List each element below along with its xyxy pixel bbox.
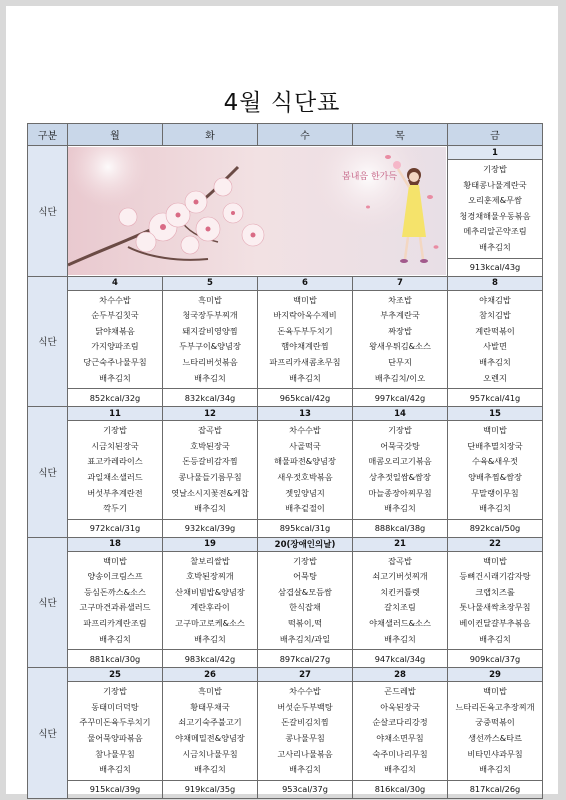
day-menu (163, 551, 258, 650)
day-kcal: 909kcal/37g (448, 650, 543, 668)
menu-item: 오렌지 (483, 372, 507, 383)
menu-item: 고사리나물볶음 (277, 748, 333, 759)
menu-item: 해물파전&양념장 (274, 456, 336, 467)
menu-item: 배추김치 (194, 372, 226, 383)
menu-item: 야채메밀전&양념장 (175, 733, 245, 744)
menu-item: 백미밥 (483, 425, 507, 436)
day-number: 7 (353, 276, 448, 290)
day-kcal: 913kcal/43g (448, 258, 543, 276)
menu-item: 잡곡밥 (198, 425, 222, 436)
menu-item: 배추김치 (479, 633, 511, 644)
menu-item: 쇠고기버섯찌개 (372, 571, 428, 582)
menu-item: 파프리카계란조림 (83, 618, 147, 629)
menu-item: 부추계란국 (380, 310, 420, 321)
menu-item: 돈육두부두치기 (277, 325, 333, 336)
menu-item: 양송이크림스프 (87, 571, 143, 582)
menu-item: 백미밥 (483, 555, 507, 566)
day-number: 11 (68, 407, 163, 421)
row-label: 식단 (28, 668, 68, 799)
day-menu (163, 421, 258, 520)
menu-item: 기장밥 (388, 425, 412, 436)
menu-item: 쇠고기숙주불고기 (178, 717, 242, 728)
meal-table (27, 123, 543, 799)
menu-item: 등뼈건시래기감자탕 (459, 571, 531, 582)
menu-item: 시금치된장국 (91, 440, 139, 451)
day-number: 21 (353, 537, 448, 551)
menu-item: 한식잡채 (289, 602, 321, 613)
menu-item: 흑미밥 (198, 686, 222, 697)
menu-item: 돼지갈비영양찜 (182, 325, 238, 336)
day-kcal: 919kcal/35g (163, 780, 258, 798)
menu-item: 콩나물들기름무침 (178, 471, 242, 482)
menu-item: 산채비빔밥&양념장 (175, 586, 245, 597)
menu-item: 잡곡밥 (388, 555, 412, 566)
menu-item: 단배추멸치장국 (467, 440, 523, 451)
day-number: 12 (163, 407, 258, 421)
day-kcal: 953cal/37g (258, 780, 353, 798)
day-number: 25 (68, 668, 163, 682)
menu-item: 바지락아욱수제비 (273, 310, 337, 321)
day-menu (448, 551, 543, 650)
day-kcal: 972kcal/31g (68, 519, 163, 537)
menu-item: 배추김치 (194, 503, 226, 514)
day-kcal: 895kcal/31g (258, 519, 353, 537)
day-menu (448, 682, 543, 781)
day-menu (68, 682, 163, 781)
day-number: 1 (448, 146, 543, 160)
menu-item: 깍두기 (103, 503, 127, 514)
menu-item: 배추김치 (194, 633, 226, 644)
day-menu (353, 551, 448, 650)
menu-page (6, 6, 558, 794)
menu-item: 황태무채국 (190, 701, 230, 712)
day-menu (258, 421, 353, 520)
menu-item: 파프리카새콤초무침 (269, 356, 341, 367)
menu-item: 고구마고로케&소스 (175, 618, 245, 629)
menu-item: 배추김치/과일 (279, 633, 331, 644)
menu-item: 기장밥 (103, 686, 127, 697)
menu-item: 청국장두부찌개 (182, 310, 238, 321)
header-row (28, 124, 543, 146)
menu-item: 숙주미나리무침 (372, 748, 428, 759)
menu-item: 어묵탕 (293, 571, 317, 582)
menu-item: 기장밥 (103, 425, 127, 436)
day-kcal: 915kcal/39g (68, 780, 163, 798)
menu-item: 치킨커틀렛 (380, 586, 420, 597)
menu-item: 배추김치 (99, 372, 131, 383)
menu-item: 매콤오리고기볶음 (368, 456, 432, 467)
day-kcal: 817kcal/26g (448, 780, 543, 798)
menu-item: 차수수밥 (289, 686, 321, 697)
menu-item: 삼겹살&모듬쌈 (278, 586, 332, 597)
row-label: 식단 (28, 537, 68, 668)
day-menu (258, 682, 353, 781)
menu-item: 콩나물무침 (285, 733, 325, 744)
header-fri: 금 (448, 124, 543, 146)
day-kcal: 983kcal/42g (163, 650, 258, 668)
menu-item: 배추김치 (479, 764, 511, 775)
menu-item: 돈등갈비감자찜 (182, 456, 238, 467)
page-title: 4월 식단표 (223, 90, 341, 116)
menu-item: 계란후라이 (190, 602, 230, 613)
day-kcal: 947kcal/34g (353, 650, 448, 668)
day-number: 27 (258, 668, 353, 682)
day-number: 15 (448, 407, 543, 421)
day-kcal: 888kcal/38g (353, 519, 448, 537)
day-kcal: 832kcal/34g (163, 389, 258, 407)
menu-item: 야채소면무침 (376, 733, 424, 744)
menu-item: 배추김치 (289, 764, 321, 775)
day-kcal: 892kcal/50g (448, 519, 543, 537)
menu-item: 수육&새우젓 (472, 456, 518, 467)
day-menu (258, 551, 353, 650)
day-number: 5 (163, 276, 258, 290)
menu-item: 당근숙주나물무침 (83, 356, 147, 367)
menu-item: 등심돈까스&소스 (84, 586, 146, 597)
menu-item: 시금치나물무침 (182, 748, 238, 759)
header-wed: 수 (258, 124, 353, 146)
menu-item: 배추김치/이오 (374, 372, 426, 383)
day-kcal: 997kcal/42g (353, 389, 448, 407)
menu-item: 호박된장찌개 (186, 571, 234, 582)
day-number: 13 (258, 407, 353, 421)
menu-item: 버섯부추계란전 (87, 487, 143, 498)
day-number: 8 (448, 276, 543, 290)
menu-item: 마늘종장아찌무침 (368, 487, 432, 498)
menu-item: 배추김치 (384, 764, 416, 775)
menu-item: 차조밥 (388, 294, 412, 305)
menu-item: 느타리돈육고추장찌개 (455, 701, 535, 712)
banner-caption: 봄내음 한가득 (342, 171, 398, 182)
header-mon: 월 (68, 124, 163, 146)
menu-item: 기장밥 (293, 555, 317, 566)
day-number: 22 (448, 537, 543, 551)
menu-item: 고구마견과류샐러드 (79, 602, 151, 613)
day-menu (68, 421, 163, 520)
menu-item: 두부구이&양념장 (179, 341, 241, 352)
menu-item: 차수수밥 (99, 294, 131, 305)
menu-item: 배추김치 (194, 764, 226, 775)
day-number: 29 (448, 668, 543, 682)
menu-item: 백미밥 (483, 686, 507, 697)
menu-item: 새우젓호박볶음 (277, 471, 333, 482)
day-number: 20(장애인의날) (258, 537, 353, 551)
menu-item: 햄야채계란찜 (281, 341, 329, 352)
menu-item: 차수수밥 (289, 425, 321, 436)
day-number: 26 (163, 668, 258, 682)
day-kcal: 852kcal/32g (68, 389, 163, 407)
cherry-blossom-illustration (68, 147, 447, 275)
menu-item: 아욱된장국 (380, 701, 420, 712)
day-kcal: 965kcal/42g (258, 389, 353, 407)
menu-item: 물어묵양파볶음 (87, 733, 143, 744)
menu-item: 참치김밥 (479, 310, 511, 321)
menu-item: 과일채소샐러드 (87, 471, 143, 482)
day-kcal: 932kcal/39g (163, 519, 258, 537)
day-menu (353, 290, 448, 389)
menu-item: 찰보리쌀밥 (190, 555, 230, 566)
day-kcal: 957kcal/41g (448, 389, 543, 407)
day-number: 14 (353, 407, 448, 421)
day-menu (68, 551, 163, 650)
menu-item: 배추김치 (479, 503, 511, 514)
menu-item: 떡볶이,떡 (287, 618, 323, 629)
row-label: 식단 (28, 407, 68, 538)
day-menu: 기장밥 황태콩나물계란국 오리훈제&무쌈 청경채해물우동볶음 메추리알곤약조림 배추김치 (448, 160, 543, 259)
menu-item: 배추겉절이 (285, 503, 325, 514)
menu-item: 백미밥 (293, 294, 317, 305)
menu-item: 참나물무침 (95, 748, 135, 759)
day-kcal: 897kcal/27g (258, 650, 353, 668)
menu-item: 돈갈비김치찜 (281, 717, 329, 728)
menu-item: 엿날소시지꽃전&케찹 (171, 487, 249, 498)
menu-item: 계란떡볶이 (475, 325, 515, 336)
menu-item: 느타리버섯볶음 (182, 356, 238, 367)
menu-item: 주꾸미돈육두루치기 (79, 717, 151, 728)
menu-item: 배추김치 (99, 633, 131, 644)
day-menu (448, 421, 543, 520)
day-menu (163, 682, 258, 781)
day-number: 4 (68, 276, 163, 290)
day-menu (163, 290, 258, 389)
menu-item: 흑미밥 (198, 294, 222, 305)
menu-item: 젯잎양념지 (285, 487, 325, 498)
menu-item: 표고카레라이스 (87, 456, 143, 467)
day-menu (353, 682, 448, 781)
menu-item: 생선까스&타르 (468, 733, 522, 744)
day-menu (68, 290, 163, 389)
menu-item: 양배추찜&쌈장 (468, 471, 522, 482)
header-thu: 목 (353, 124, 448, 146)
day-menu (258, 290, 353, 389)
day-kcal: 816kcal/30g (353, 780, 448, 798)
menu-item: 배추김치 (479, 356, 511, 367)
menu-item: 어묵국갓탕 (380, 440, 420, 451)
menu-item: 백미밥 (103, 555, 127, 566)
menu-item: 단무지 (388, 356, 412, 367)
menu-item: 순두부김칫국 (91, 310, 139, 321)
menu-item: 왕새우튀김&소스 (369, 341, 431, 352)
menu-item: 야채샐러드&소스 (369, 618, 431, 629)
menu-item: 크랩치즈롤 (475, 586, 515, 597)
spring-banner (68, 146, 448, 277)
menu-item: 곤드레밥 (384, 686, 416, 697)
day-number: 18 (68, 537, 163, 551)
menu-item: 톳나물새싹초장무침 (459, 602, 531, 613)
menu-item: 사발면 (483, 341, 507, 352)
menu-item: 버섯순두부백탕 (277, 701, 333, 712)
header-tue: 화 (163, 124, 258, 146)
menu-item: 닭야채볶음 (95, 325, 135, 336)
day-number: 6 (258, 276, 353, 290)
day-menu (353, 421, 448, 520)
menu-item: 가지양파조림 (91, 341, 139, 352)
header-category: 구분 (28, 124, 68, 146)
menu-item: 야채김밥 (479, 294, 511, 305)
menu-item: 호박된장국 (190, 440, 230, 451)
menu-item: 짜장밥 (388, 325, 412, 336)
day-number: 28 (353, 668, 448, 682)
menu-item: 배추김치 (384, 503, 416, 514)
menu-item: 배추김치 (99, 764, 131, 775)
day-kcal: 881kcal/30g (68, 650, 163, 668)
menu-item: 무말랭이무침 (471, 487, 519, 498)
menu-item: 베이컨달걀부추볶음 (459, 618, 531, 629)
menu-item: 배추김치 (384, 633, 416, 644)
menu-item: 순살코다리강정 (372, 717, 428, 728)
row-label: 식단 (28, 276, 68, 407)
row-label: 식단 (28, 146, 68, 277)
day-number: 19 (163, 537, 258, 551)
menu-item: 상추젓일쌈&쌈장 (369, 471, 431, 482)
menu-item: 동태미더덕탕 (91, 701, 139, 712)
menu-item: 궁중떡볶이 (475, 717, 515, 728)
day-menu (448, 290, 543, 389)
menu-item: 비타민샤과무침 (467, 748, 523, 759)
menu-item: 사골떡국 (289, 440, 321, 451)
menu-item: 배추김치 (289, 372, 321, 383)
menu-item: 갈치조림 (384, 602, 416, 613)
